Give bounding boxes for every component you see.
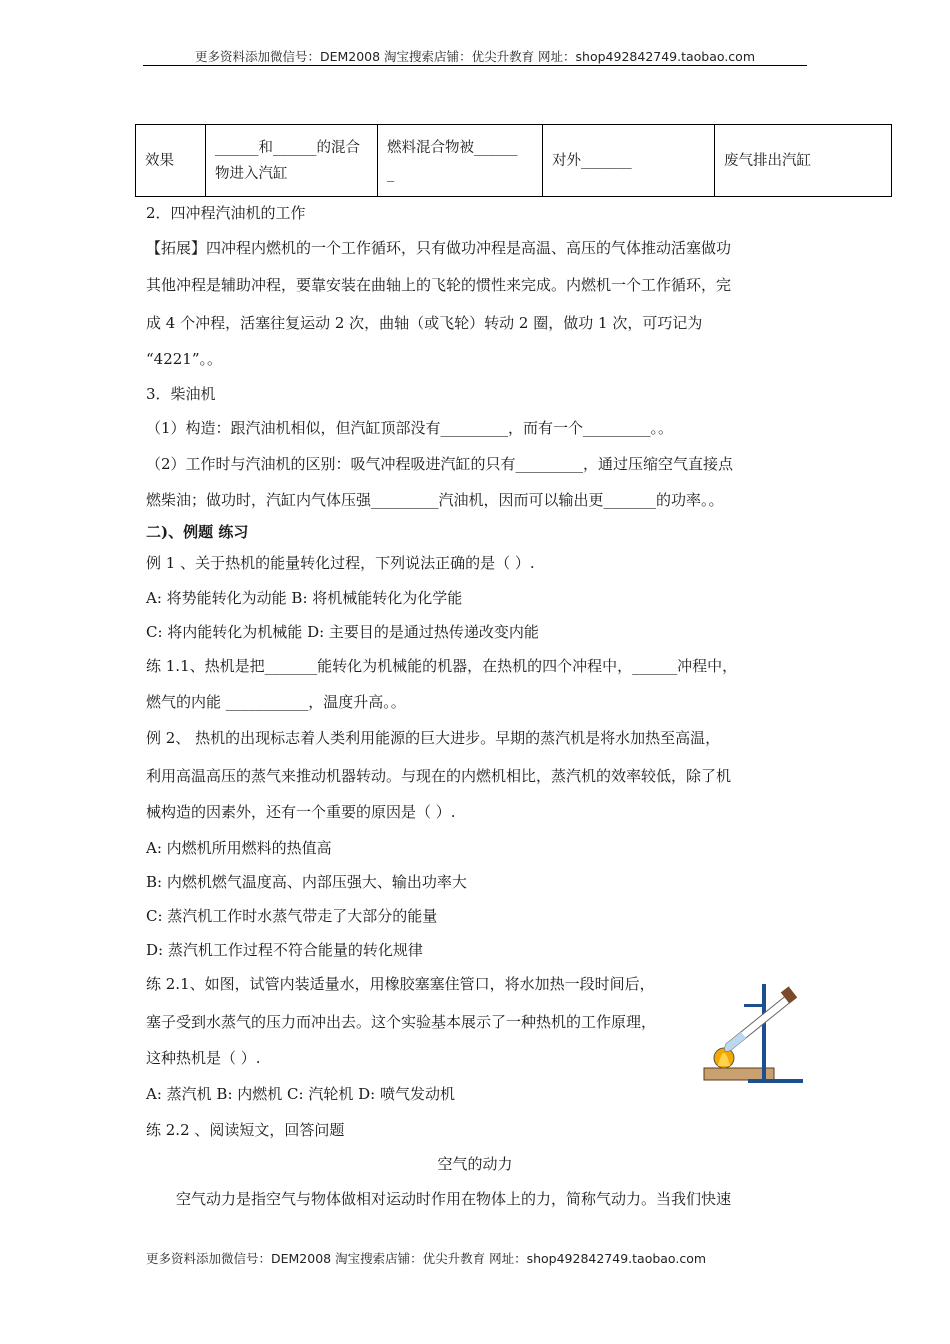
practice-2-1-line: 练 2.1、如图，试管内装适量水，用橡胶塞塞住管口，将水加热一段时间后， <box>146 975 655 993</box>
example-2-option-a: A: 内燃机所用燃料的热值高 <box>146 839 332 857</box>
extension-paragraph-line: 其他冲程是辅助冲程，要靠安装在曲轴上的飞轮的惯性来完成。内燃机一个工作循环，完 <box>146 276 732 294</box>
article-paragraph-line: 空气动力是指空气与物体做相对运动时作用在物体上的力，简称气动力。当我们快速 <box>176 1190 732 1208</box>
example-1-options-cd: C: 将内能转化为机械能 D: 主要目的是通过热传递改变内能 <box>146 623 539 641</box>
stand-rod <box>762 984 766 1080</box>
test-tube-experiment-figure <box>696 980 806 1085</box>
extension-paragraph-line: “4221”。。 <box>146 350 223 368</box>
example-2-line: 利用高温高压的蒸气来推动机器转动。与现在的内燃机相比，蒸汽机的效率较低，除了机 <box>146 767 732 785</box>
practice-1-1-line: 燃气的内能 ___________，温度升高。。 <box>146 693 406 711</box>
page-footer: 更多资料添加微信号：DEM2008 淘宝搜索店铺：优尖升教育 网址：shop492842749.taobao.com <box>146 1251 707 1266</box>
section-heading-2: 2．四冲程汽油机的工作 <box>146 204 306 222</box>
practice-2-1-line: 这种热机是（ ）. <box>146 1049 261 1067</box>
example-2-option-d: D: 蒸汽机工作过程不符合能量的转化规律 <box>146 941 423 959</box>
practice-2-2-line: 练 2.2 、阅读短文，回答问题 <box>146 1121 345 1139</box>
table-cell-compression-line1: 燃料混合物被______ <box>387 139 518 156</box>
practice-2-1-options: A: 蒸汽机 B: 内燃机 C: 汽轮机 D: 喷气发动机 <box>146 1085 455 1103</box>
table-cell-compression-line2: _ <box>387 165 395 182</box>
table-cell-compression <box>378 125 543 197</box>
table-cell-intake: ______和______的混合物进入汽缸 <box>206 125 378 197</box>
header-rule <box>143 65 807 66</box>
diesel-difference-line: （2）工作时与汽油机的区别：吸气冲程吸进汽缸的只有_________，通过压缩空气直接点 <box>146 455 734 473</box>
example-2-line: 械构造的因素外，还有一个重要的原因是（ ）. <box>146 803 456 821</box>
example-1-question: 例 1 、关于热机的能量转化过程，下列说法正确的是（ ）. <box>146 554 535 572</box>
stand-base <box>748 1079 803 1083</box>
diesel-difference-line: 燃柴油；做功时，汽缸内气体压强_________汽油机，因而可以输出更_______的功率。。 <box>146 491 724 509</box>
table-cell-power: 对外_______ <box>543 125 715 197</box>
article-title: 空气的动力 <box>437 1155 513 1173</box>
section-heading-examples: 二)、例题 练习 <box>146 523 249 541</box>
table-cell-exhaust: 废气排出汽缸 <box>715 125 892 197</box>
table-cell-label: 效果 <box>136 125 206 197</box>
extension-paragraph-line: 【拓展】四冲程内燃机的一个工作循环，只有做功冲程是高温、高压的气体推动活塞做功 <box>146 239 732 257</box>
example-2-option-c: C: 蒸汽机工作时水蒸气带走了大部分的能量 <box>146 907 438 925</box>
extension-paragraph-line: 成 4 个冲程，活塞往复运动 2 次，曲轴（或飞轮）转动 2 圈，做功 1 次，可巧记为 <box>146 314 703 332</box>
practice-1-1-line: 练 1.1、热机是把_______能转化为机械能的机器，在热机的四个冲程中，______冲程中， <box>146 657 738 675</box>
test-tube-water <box>725 1032 746 1051</box>
diesel-structure-line: （1）构造：跟汽油机相似，但汽缸顶部没有_________，而有一个_________。。 <box>146 419 674 437</box>
stroke-effect-table <box>135 124 892 197</box>
example-1-options-ab: A: 将势能转化为动能 B: 将机械能转化为化学能 <box>146 589 463 607</box>
section-heading-3: 3．柴油机 <box>146 385 216 403</box>
example-2-option-b: B: 内燃机燃气温度高、内部压强大、输出功率大 <box>146 873 467 891</box>
practice-2-1-line: 塞子受到水蒸气的压力而冲出去。这个实验基本展示了一种热机的工作原理， <box>146 1013 657 1031</box>
example-2-line: 例 2、 热机的出现标志着人类利用能源的巨大进步。早期的蒸汽机是将水加热至高温， <box>146 729 721 747</box>
page-header: 更多资料添加微信号：DEM2008 淘宝搜索店铺：优尖升教育 网址：shop492842749.taobao.com <box>194 49 756 64</box>
stand-clamp <box>744 1004 766 1007</box>
